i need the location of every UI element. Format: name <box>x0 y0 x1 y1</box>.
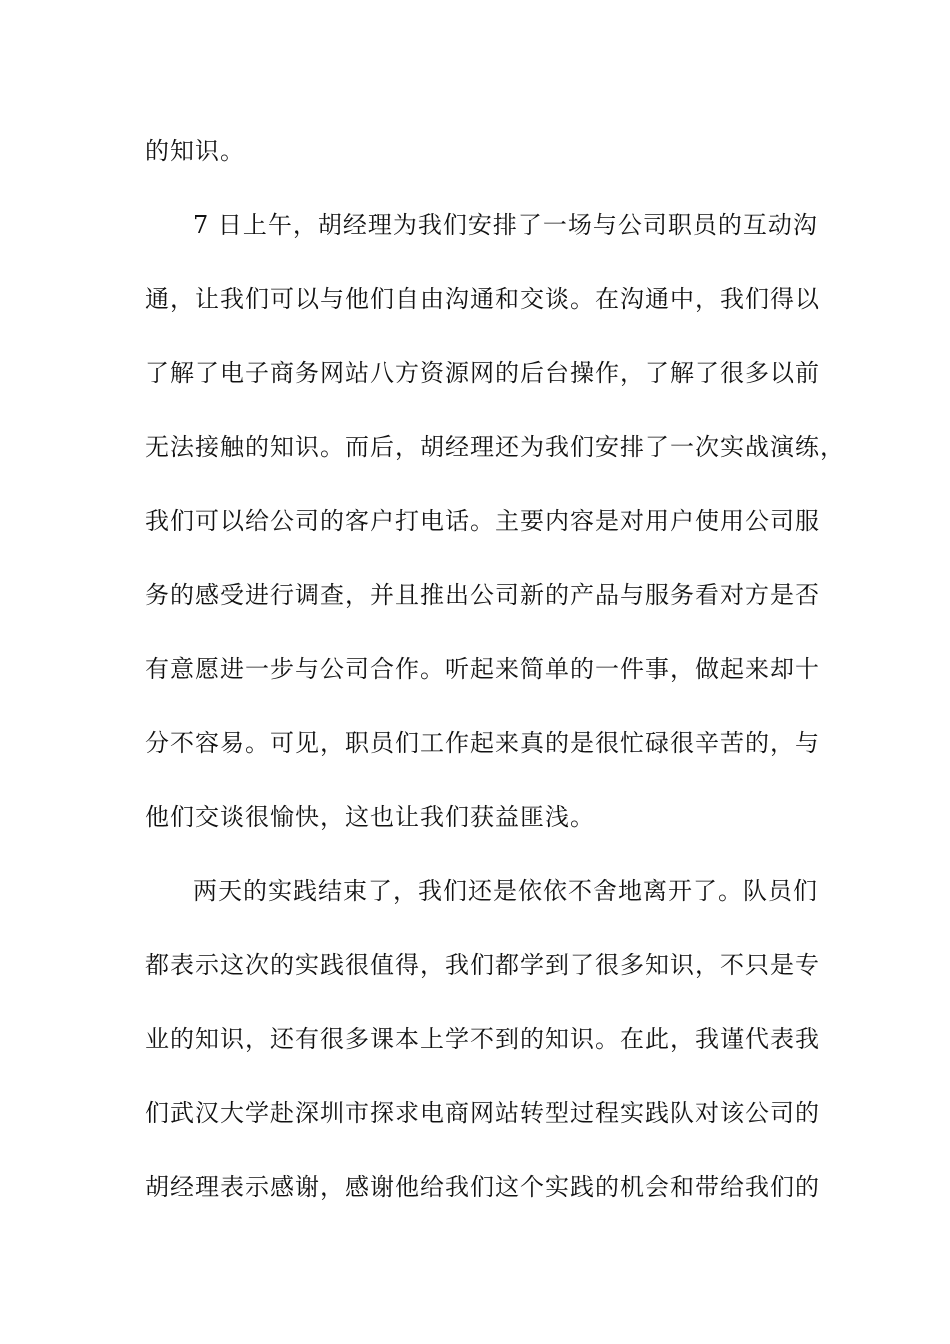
text-line: 胡经理表示感谢，感谢他给我们这个实践的机会和带给我们的 <box>145 1173 820 1201</box>
text-line: 有意愿进一步与公司合作。听起来简单的一件事，做起来却十 <box>145 655 820 683</box>
text-line: 我们可以给公司的客户打电话。主要内容是对用户使用公司服 <box>145 507 820 535</box>
text-line: 通，让我们可以与他们自由沟通和交谈。在沟通中，我们得以 <box>145 285 820 313</box>
text-line: 们武汉大学赴深圳市探求电商网站转型过程实践队对该公司的 <box>145 1099 820 1127</box>
text-line: 分不容易。可见，职员们工作起来真的是很忙碌很辛苦的，与 <box>145 729 820 757</box>
text-line: 了解了电子商务网站八方资源网的后台操作，了解了很多以前 <box>145 359 820 387</box>
text-line: 他们交谈很愉快，这也让我们获益匪浅。 <box>145 803 595 831</box>
text-line: 业的知识，还有很多课本上学不到的知识。在此，我谨代表我 <box>145 1025 820 1053</box>
text-line: 务的感受进行调查，并且推出公司新的产品与服务看对方是否 <box>145 581 820 609</box>
text-line: 无法接触的知识。而后，胡经理还为我们安排了一次实战演练， <box>145 433 845 461</box>
text-line: 都表示这次的实践很值得，我们都学到了很多知识，不只是专 <box>145 951 820 979</box>
text-line: 的知识。 <box>145 137 245 165</box>
paragraph-start-line: 7 日上午，胡经理为我们安排了一场与公司职员的互动沟 <box>193 211 818 239</box>
paragraph-start-line: 两天的实践结束了，我们还是依依不舍地离开了。队员们 <box>193 877 818 905</box>
